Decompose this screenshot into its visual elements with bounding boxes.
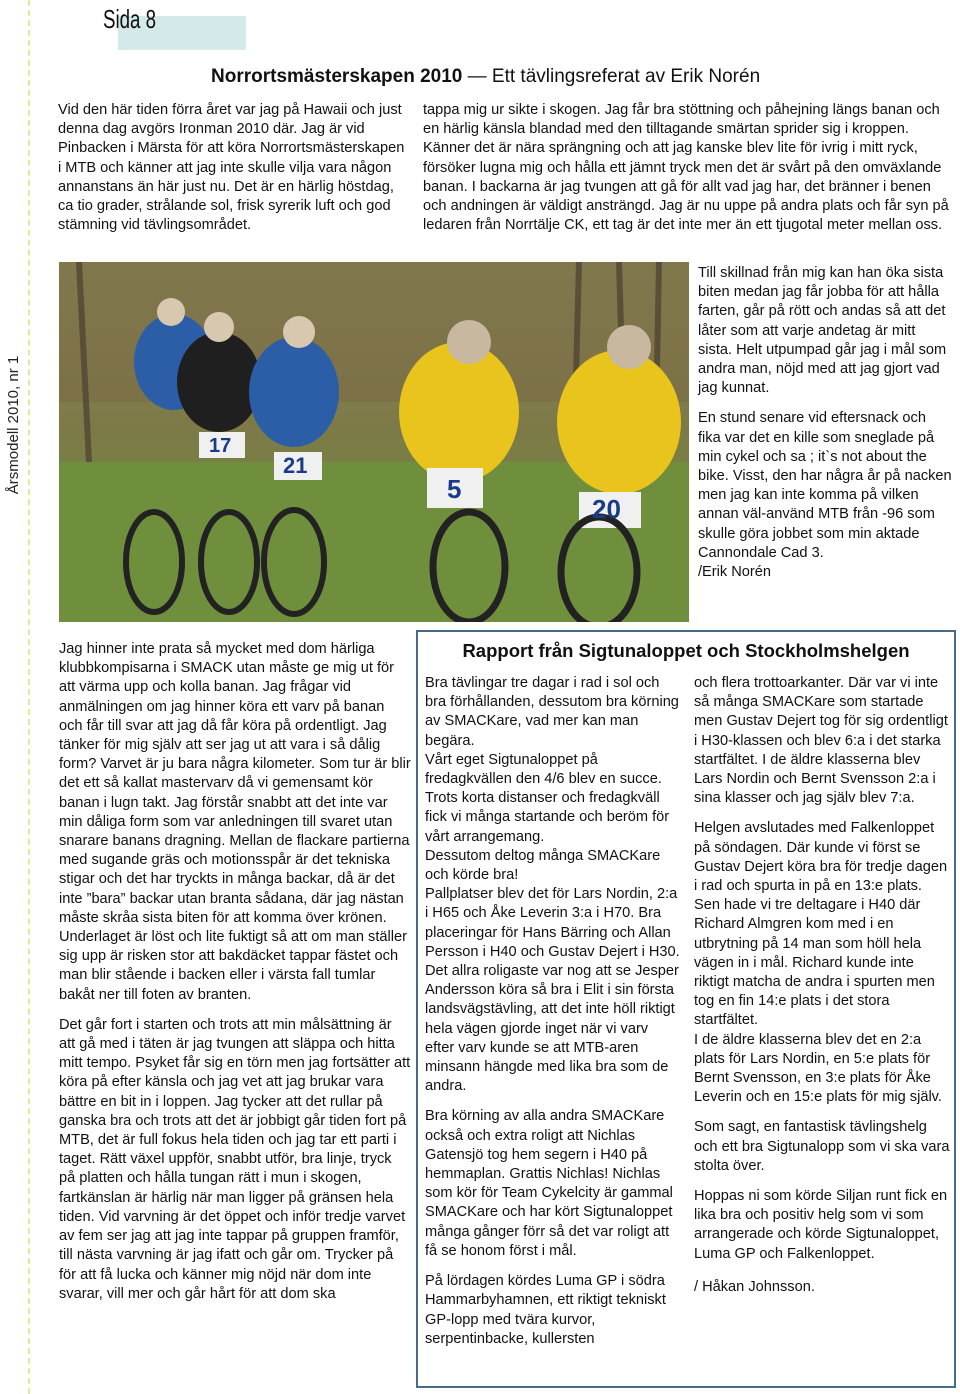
article-body-column	[59, 640, 411, 1315]
issue-label: Årsmodell 2010, nr 1	[5, 355, 22, 495]
report-paragraph: På lördagen kördes Luma GP i södra Hammarbyhamnen, ett riktigt tekniskt GP-lopp med tvära kurvor, serpentinbacke, kullersten	[425, 1273, 666, 1347]
article-sidebar-column	[698, 264, 952, 593]
report-paragraph: Vårt eget Sigtunaloppet på fredagkvällen den 4/6 blev en succe.	[425, 751, 662, 788]
sidebar-paragraph-1: Till skillnad från mig kan han öka sista biten medan jag får jobba för att hålla farten, går på rött och andas så att det låter som att varje andetag är mitt sista. Helt utpumpad går jag i mål som andra man, nöjd med att jag gjort vad jag kunnat.	[698, 265, 947, 397]
report-paragraph: och flera trottoarkanter. Där var vi inte så många SMACKare som startade men Gustav Dejert tog för sig ordentligt i H30-klassen och blev 6:a i det starka startfältet. I de äldre klasserna blev Lars Nordin och Bernt Svensson 2:a i sina klasser och jag själv blev 7:a.	[694, 675, 948, 807]
report-paragraph: Dessutom deltog många SMACKare och körde bra!	[425, 847, 661, 884]
report-box	[416, 630, 956, 1388]
intro-right-column	[423, 101, 951, 246]
report-column-1	[425, 674, 681, 1360]
report-paragraph: Hoppas ni som körde Siljan runt fick en lika bra och positiv helg som vi som arrangerade och körde Sigtunaloppet, Luma GP och Falkenloppet.	[694, 1188, 948, 1262]
bib-number-20: 20	[592, 494, 621, 524]
article-headline	[211, 66, 760, 88]
report-paragraph: Sen hade vi tre deltagare i H40 där Richard Almgren kom med i en utbrytning på 14 man som höll hela vägen in i mål. Richard kunde inte riktigt matcha de andra i spurten men tog en fin 14:e plats i det stora startfältet.	[694, 897, 935, 1029]
intro-left-column	[58, 101, 410, 246]
report-paragraph: Trots korta distanser och fredagkväll fick vi många startande och beröm för vårt arrangemang.	[425, 790, 670, 845]
article-subtitle: — Ett tävlingsreferat av Erik Norén	[467, 66, 761, 87]
sidebar-paragraph-2: En stund senare vid eftersnack och fika var det en kille som sneglade på min cykel och sa ; it`s not about the bike. Visst, den har några år på nacken men jag kan inte komma på vilken annan väl-använd MTB från -96 som skulle göra jobbet som min aktade Cannondale Cad 3.	[698, 410, 952, 561]
report-title: Rapport från Sigtunaloppet och Stockholmshelgen	[462, 640, 910, 661]
report-paragraph: Helgen avslutades med Falkenloppet på söndagen. Där kunde vi först se Gustav Dejert köra bra för tredje dagen i rad och spurta in på en 13:e plats.	[694, 820, 948, 895]
report-paragraph: Bra tävlingar tre dagar i rad i sol och bra förhållanden, dessutom bra körning av SMACKare, vad mer kan man begära.	[425, 675, 679, 749]
intro-left-paragraph: Vid den här tiden förra året var jag på Hawaii och just denna dag avgörs Ironman 2010 där. Jag är vid Pinbacken i Märsta för att köra Norrortsmästerskapen i MTB och känner att jag inte skulle vilja vara någon annanstans än här just nu. Det är en härlig höstdag, ca tio grader, strålande sol, frisk syrerik luft och god stämning vid tävlingsområdet.	[58, 102, 405, 234]
report-paragraph: I de äldre klasserna blev det en 2:a plats för Lars Nordin, en 5:e plats för Bernt Svensson, en 3:e plats för Åke Leverin och en 15:e plats för mig själv.	[694, 1031, 942, 1106]
margin-rule	[28, 0, 30, 1394]
report-signature: / Håkan Johnsson.	[694, 1278, 815, 1295]
report-paragraph: Bra körning av alla andra SMACKare också och extra roligt att Nichlas Gatensjö tog hem segern i H40 på hemmaplan. Grattis Nichlas! Nichlas som kör för Team Cykelcity är gammal SMACKare och har kört Sigtunaloppet många gånger förr så det var roligt att få se honom först i mål.	[425, 1108, 673, 1259]
article-signature: /Erik Norén	[698, 564, 771, 581]
report-paragraph: Som sagt, en fantastisk tävlingshelg och ett bra Sigtunalopp som vi ska vara stolta över.	[694, 1119, 950, 1174]
page-number: Sida 8	[103, 4, 157, 34]
article-title: Norrortsmästerskapen 2010	[211, 66, 463, 87]
race-photo	[59, 262, 689, 622]
bib-number-5: 5	[447, 474, 462, 504]
bib-number-21: 21	[283, 453, 308, 478]
bib-number-17: 17	[209, 435, 232, 457]
report-column-2	[694, 674, 950, 1308]
body-paragraph-1: Jag hinner inte prata så mycket med dom härliga klubbkompisarna i SMACK utan måste ge mig ut för att värma upp och kolla banan. Jag frågar vid anmälningen om jag hinner köra ett varv på banan och får till svar att jag då får köra på ordentligt. Jag tänker för mig själv att ser jag ut att vara i så dålig form? Varvet är ju bara några kilometer. Som tur är blir det ett så kallat mastervarv då vi gemensamt kör banan i lugn takt. Jag förstår snabbt att det inte var min dåliga form som var anledningen till svaret utan snarare banans dragning. Mellan de flackare partierna med sugande gräs och motionsspår är det tekniska stigar och det har tryckts in många backar, då är det inte ”bara” backar utan branta sådana, där jag nästan måste skråa sista biten för att komma över krönen. Underlaget är löst och lite fuktigt så att om man ställer sig upp är risken stor att bakdäcket tappar fästet och man blir stående i backen eller i värsta fall tumlar bakåt ner till foten av branten.	[59, 641, 411, 1003]
intro-right-paragraph: tappa mig ur sikte i skogen. Jag får bra stöttning och påhejning längs banan och en härlig känsla blandad med den tilltagande smärtan sprider sig i kroppen. Känner det är nära sprängning och att jag kanske blev lite för ivrig i mitt ryck, försöker lugna mig och hålla ett jämnt tryck men det är svårt på den omväxlande banan. I backarna är jag tvungen att gå för allt vad jag har, det bränner i benen och andningen är väldigt ansträngd. Jag är nu uppe på andra plats och får syn på ledaren från Norrtälje CK, ett tag är det inte mer än ett tjugotal meter mellan oss.	[423, 102, 949, 234]
report-paragraph: Pallplatser blev det för Lars Nordin, 2:a i H65 och Åke Leverin 3:a i H70. Bra placeringar för Hans Bärring och Allan Persson i H40 och Gustav Dejert i H30. Det allra roligaste var nog att se Jesper Andersson köra så bra i Elit i sin första landsvägstävling, att det inte höll riktigt hela vägen gjorde inget när vi varv efter varv kunde se att MTB-aren minsann hängde med lika bra som de andra.	[425, 886, 680, 1095]
body-paragraph-2: Det går fort i starten och trots att min målsättning är att gå med i täten är jag tvungen att släppa och hitta mitt tempo. Psyket får sig en törn men jag fortsätter att köra på efter känsla och jag vet att jag brukar vara bättre en bit in i loppen. Jag tycker att det rullar på ganska bra och trots att det är jobbigt går tiden fort på MTB, det är full fokus hela tiden och jag tar ett parti i taget. Rätt växel uppför, snabbt utför, bra linje, tryck på platten och hålla tungan rätt i mun i skogen, fartkänslan är härlig när man ligger på gränsen hela tiden. Vid varvning är det öppet och inför tredje varvet av fem ser jag att jag inte tappar på gruppen framför, till nästa varvning är jag ifatt och går om. Trycker på för att få lucka och känner mig nöjd när dom inte svarar, vill mer och går hårt för att dom ska	[59, 1016, 411, 1302]
